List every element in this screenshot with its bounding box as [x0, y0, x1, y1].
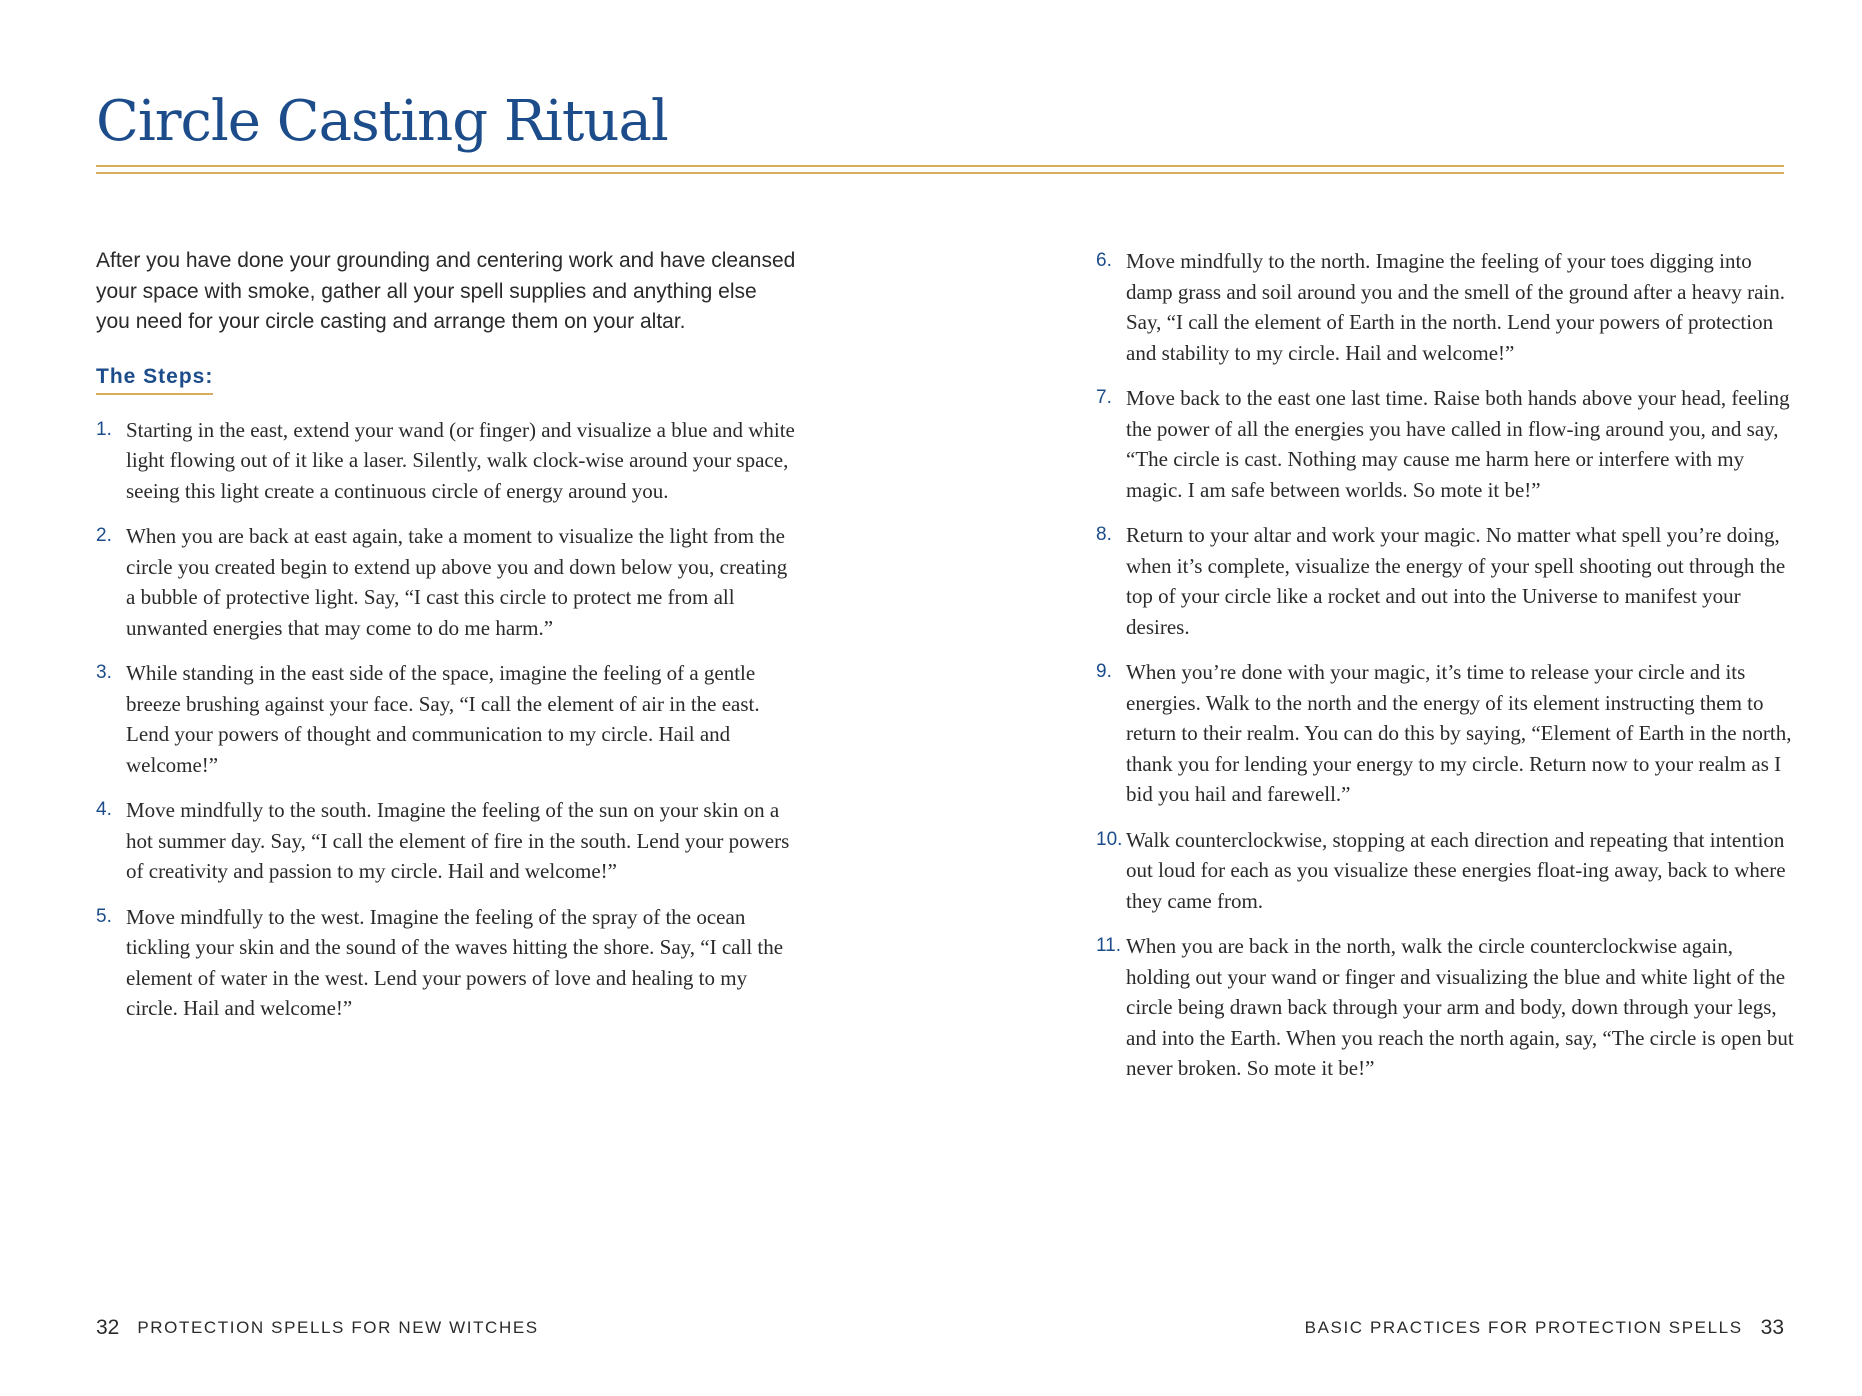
step-text: When you are back at east again, take a moment to visualize the light from the circle you created begin to extend up above you and down below you, creating a bubble of protective light. Say, “I cast this circle to protect me from all unwanted energies that may come to do me harm.” [126, 524, 788, 640]
running-title-right: BASIC PRACTICES FOR PROTECTION SPELLS [1304, 1318, 1743, 1337]
steps-heading: The Steps: [96, 364, 213, 395]
step-number: 10. [1096, 828, 1123, 850]
step-number: 7. [1096, 387, 1112, 408]
step-item [96, 795, 796, 887]
step-item [96, 658, 796, 780]
step-item [1096, 931, 1796, 1084]
step-text: Move mindfully to the north. Imagine the feeling of your toes digging into damp grass and soil around you and the smell of the ground after a heavy rain. Say, “I call the element of Earth in the north. Lend your powers of protection and stability to my circle. Hail and welcome!” [1126, 249, 1785, 365]
left-column [96, 246, 796, 1039]
steps-list-left [96, 415, 796, 1024]
step-item [1096, 825, 1796, 917]
step-item [1096, 657, 1796, 810]
step-text: Starting in the east, extend your wand (or finger) and visualize a blue and white light flowing out of it like a laser. Silently, walk clock-wise around your space, seeing this light create a continuous circle of energy around you. [126, 417, 795, 503]
step-item [1096, 246, 1796, 368]
title-rule-top [96, 165, 1784, 167]
steps-list-right [1096, 246, 1796, 1084]
step-item [96, 521, 796, 643]
step-number: 6. [1096, 250, 1112, 271]
footer-right [1305, 1316, 1784, 1340]
step-text: Return to your altar and work your magic. No matter what spell you’re doing, when it’s complete, visualize the energy of your spell shooting out through the top of your circle like a rocket and out into the Universe to manifest your desires. [1126, 523, 1786, 639]
running-title-left: PROTECTION SPELLS FOR NEW WITCHES [137, 1318, 539, 1337]
step-number: 3. [96, 662, 112, 683]
step-number: 4. [96, 799, 112, 820]
step-number: 11. [1096, 935, 1122, 956]
step-number: 8. [1096, 524, 1112, 545]
footer-left [96, 1316, 539, 1340]
step-number: 9. [1096, 661, 1112, 682]
step-number: 2. [96, 525, 112, 546]
step-text: When you’re done with your magic, it’s time to release your circle and its energies. Walk to the north and the energy of its element instructing them to return to their realm. You can do this by saying, “Element of Earth in the north, thank you for lending your energy to my circle. Return now to your realm as I bid you hail and farewell.” [1126, 660, 1792, 806]
step-text: Move mindfully to the west. Imagine the feeling of the spray of the ocean tickling your skin and the sound of the waves hitting the shore. Say, “I call the element of water in the west. Lend your powers of love and healing to my circle. Hail and welcome!” [126, 904, 784, 1020]
step-item [96, 902, 796, 1024]
right-column [1096, 246, 1796, 1099]
step-text: Move back to the east one last time. Raise both hands above your head, feeling the power of all the energies you have called in flow-ing around you, and say, “The circle is cast. Nothing may cause me harm here or interfere with my magic. I am safe between worlds. So mote it be!” [1126, 386, 1790, 502]
page-title: Circle Casting Ritual [96, 89, 668, 154]
page-number-left: 32 [96, 1316, 120, 1339]
step-number: 1. [96, 418, 112, 440]
step-item [1096, 383, 1796, 505]
step-item [96, 415, 796, 507]
step-text: Walk counterclockwise, stopping at each direction and repeating that intention out loud for each as you visualize these energies float-ing away, back to where they came from. [1126, 827, 1786, 913]
page-number-right: 33 [1760, 1316, 1784, 1339]
step-number: 5. [96, 905, 112, 927]
title-rule-bottom [96, 172, 1784, 174]
step-item [1096, 520, 1796, 642]
step-text: While standing in the east side of the space, imagine the feeling of a gentle breeze brushing against your face. Say, “I call the element of air in the east. Lend your powers of thought and communication to my circle. Hail and welcome!” [126, 661, 760, 777]
step-text: Move mindfully to the south. Imagine the feeling of the sun on your skin on a hot summer day. Say, “I call the element of fire in the south. Lend your powers of creativity and passion to my circle. Hail and welcome!” [126, 798, 790, 883]
step-text: When you are back in the north, walk the circle counterclockwise again, holding out your wand or finger and visualizing the blue and white light of the circle being drawn back through your arm and body, down through your legs, and into the Earth. When you reach the north again, say, “The circle is open but never broken. So mote it be!” [1126, 934, 1794, 1080]
intro-paragraph: After you have done your grounding and centering work and have cleansed your space with smoke, gather all your spell supplies and anything else you need for your circle casting and arrange them on your altar. [96, 249, 796, 333]
